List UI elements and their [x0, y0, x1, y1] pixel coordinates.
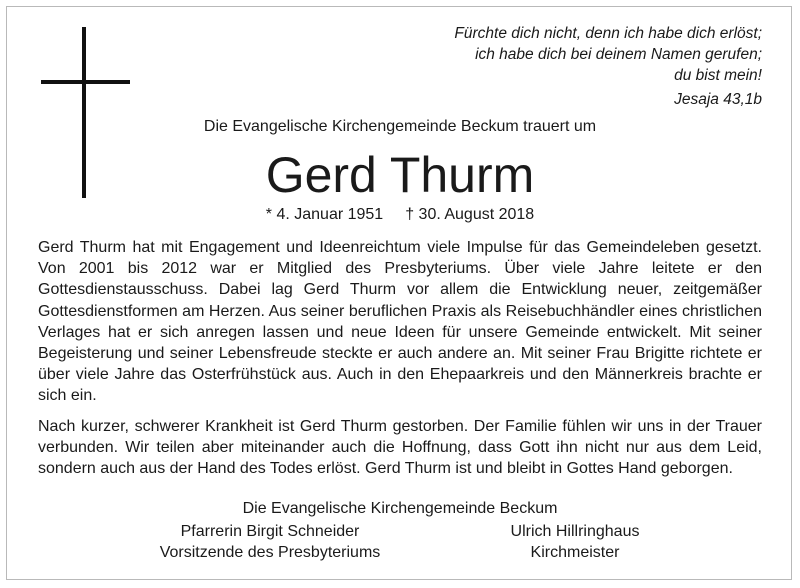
quote-line-1: Fürchte dich nicht, denn ich habe dich erlöst;: [454, 25, 762, 42]
signer-right-name: Ulrich Hillringhaus: [510, 523, 640, 540]
death-date: † 30. August 2018: [405, 206, 535, 223]
signature-right: [460, 521, 690, 563]
quote-source: Jesaja 43,1b: [674, 91, 762, 108]
quote-line-2: ich habe dich bei deinem Namen gerufen;: [475, 46, 762, 63]
signature-organization: Die Evangelische Kirchengemeinde Beckum: [242, 500, 558, 517]
intro-line: Die Evangelische Kirchengemeinde Beckum trauert um: [203, 118, 597, 135]
birth-date: * 4. Januar 1951: [265, 206, 384, 223]
deceased-name: Gerd Thurm: [265, 147, 535, 203]
life-dates: [0, 206, 800, 224]
signature-left: [120, 521, 420, 563]
signer-left-role: Vorsitzende des Presbyteriums: [159, 544, 381, 561]
signer-left-name: Pfarrerin Birgit Schneider: [180, 523, 360, 540]
paragraph-1: Gerd Thurm hat mit Engagement und Ideenreichtum viele Impulse für das Gemeindeleben gesetzt. Von 2001 bis 2012 war er Mitglied des Presbyteriums. Über viele Jahre leitete er den Gottesdienstausschuss. Dabei lag Gerd Thurm vor allem die Entwicklung neuer, zeitgemäßer Gottesdienstformen am Herzen. Aus seiner beruflichen Praxis als Reisebuchhändler eines christlichen Verlages hat er sich anregen lassen und neue Ideen für unsere Gemeinde entwickelt. Mit seiner Begeisterung und seiner Lebensfreude steckte er auch andere an. Mit seiner Frau Brigitte richtete er über viele Jahre das Osterfrühstück aus. Auch in den Ehepaarkreis und den Männerkreis brachte er sich ein.: [38, 239, 762, 405]
paragraph-2: Nach kurzer, schwerer Krankheit ist Gerd Thurm gestorben. Der Familie fühlen wir uns in der Trauer verbunden. Wir teilen aber miteinander auch die Hoffnung, dass Gott ihn nicht nur aus dem Leid, sondern auch aus der Hand des Todes erlöst. Gerd Thurm ist und bleibt in Gottes Hand geborgen.: [38, 417, 762, 478]
bible-quote: [342, 23, 762, 110]
quote-line-3: du bist mein!: [674, 67, 762, 84]
signer-right-role: Kirchmeister: [530, 544, 620, 561]
obituary-text: [38, 237, 762, 488]
